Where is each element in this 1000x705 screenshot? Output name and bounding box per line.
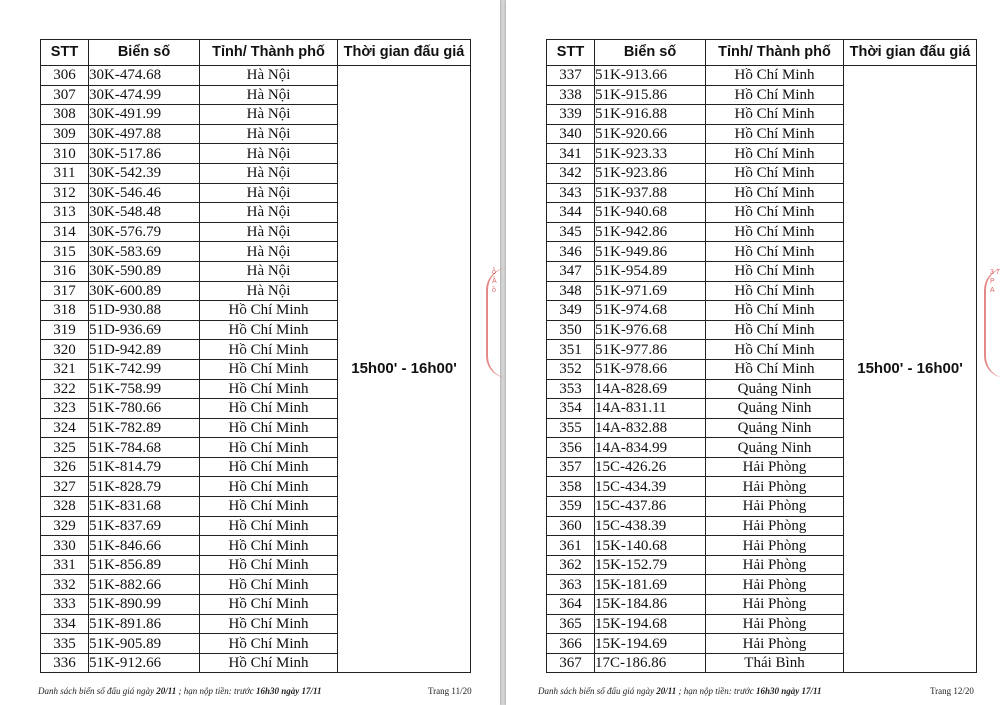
plate-table	[40, 39, 471, 673]
row-province: Hồ Chí Minh	[706, 144, 844, 164]
row-province: Quảng Ninh	[706, 438, 844, 458]
row-plate-number: 30K-583.69	[89, 242, 200, 262]
row-stt: 341	[547, 144, 595, 164]
row-province: Hồ Chí Minh	[200, 399, 338, 419]
row-stt: 357	[547, 457, 595, 477]
row-plate-number: 51K-782.89	[89, 418, 200, 438]
table-row	[41, 66, 471, 86]
row-plate-number: 51K-915.86	[595, 85, 706, 105]
row-plate-number: 51K-913.66	[595, 66, 706, 86]
row-plate-number: 15C-426.26	[595, 457, 706, 477]
row-province: Hồ Chí Minh	[200, 536, 338, 556]
row-province: Hồ Chí Minh	[706, 261, 844, 281]
row-plate-number: 51K-780.66	[89, 399, 200, 419]
row-plate-number: 51K-784.68	[89, 438, 200, 458]
table-header-row	[41, 40, 471, 66]
row-plate-number: 30K-600.89	[89, 281, 200, 301]
row-plate-number: 15K-181.69	[595, 575, 706, 595]
row-province: Hồ Chí Minh	[706, 281, 844, 301]
row-plate-number: 51K-949.86	[595, 242, 706, 262]
footer-prefix: Danh sách biển số đấu giá ngày	[38, 686, 157, 696]
row-province: Hồ Chí Minh	[706, 242, 844, 262]
row-stt: 344	[547, 203, 595, 223]
row-stt: 309	[41, 124, 89, 144]
row-stt: 314	[41, 222, 89, 242]
header-plate: Biển số	[89, 40, 200, 66]
row-stt: 308	[41, 105, 89, 125]
row-stt: 307	[41, 85, 89, 105]
row-province: Hồ Chí Minh	[200, 516, 338, 536]
footer-deadline: 16h30 ngày 17/11	[255, 686, 322, 696]
row-plate-number: 51K-974.68	[595, 301, 706, 321]
row-plate-number: 30K-576.79	[89, 222, 200, 242]
row-plate-number: 30K-546.46	[89, 183, 200, 203]
row-plate-number: 51K-758.99	[89, 379, 200, 399]
row-province: Hồ Chí Minh	[200, 477, 338, 497]
plate-table	[546, 39, 977, 673]
row-province: Hồ Chí Minh	[200, 653, 338, 673]
row-stt: 359	[547, 497, 595, 517]
row-stt: 325	[41, 438, 89, 458]
row-plate-number: 51K-905.89	[89, 634, 200, 654]
row-plate-number: 51K-828.79	[89, 477, 200, 497]
row-stt: 355	[547, 418, 595, 438]
row-province: Hải Phòng	[706, 457, 844, 477]
page-number: Trang 11/20	[428, 686, 472, 696]
row-plate-number: 51K-831.68	[89, 497, 200, 517]
row-province: Hải Phòng	[706, 575, 844, 595]
row-plate-number: 30K-497.88	[89, 124, 200, 144]
row-plate-number: 51K-940.68	[595, 203, 706, 223]
row-province: Hải Phòng	[706, 497, 844, 517]
row-stt: 342	[547, 163, 595, 183]
row-stt: 362	[547, 555, 595, 575]
row-plate-number: 30K-474.68	[89, 66, 200, 86]
red-stamp-mark: 3 7 P A	[984, 268, 1000, 378]
row-province: Hồ Chí Minh	[706, 320, 844, 340]
row-plate-number: 51K-846.66	[89, 536, 200, 556]
row-stt: 340	[547, 124, 595, 144]
header-plate: Biển số	[595, 40, 706, 66]
row-plate-number: 51K-882.66	[89, 575, 200, 595]
row-plate-number: 51K-923.86	[595, 163, 706, 183]
header-auction-time: Thời gian đấu giá	[338, 40, 471, 66]
footer-auction-date: 20/11	[156, 686, 177, 696]
auction-time-slot: 15h00' - 16h00'	[338, 66, 471, 673]
row-province: Quảng Ninh	[706, 379, 844, 399]
table-header-row	[547, 40, 977, 66]
row-stt: 358	[547, 477, 595, 497]
row-province: Hải Phòng	[706, 477, 844, 497]
auction-time-slot: 15h00' - 16h00'	[844, 66, 977, 673]
row-province: Hà Nội	[200, 261, 338, 281]
row-stt: 346	[547, 242, 595, 262]
footer-auction-date: 20/11	[656, 686, 677, 696]
row-stt: 317	[41, 281, 89, 301]
row-province: Hải Phòng	[706, 516, 844, 536]
row-stt: 311	[41, 163, 89, 183]
row-stt: 319	[41, 320, 89, 340]
table-body	[41, 66, 471, 673]
row-province: Hà Nội	[200, 85, 338, 105]
row-plate-number: 51K-890.99	[89, 595, 200, 615]
row-province: Hà Nội	[200, 124, 338, 144]
row-stt: 360	[547, 516, 595, 536]
page-footer-note	[38, 686, 321, 696]
row-plate-number: 51D-942.89	[89, 340, 200, 360]
row-plate-number: 51D-936.69	[89, 320, 200, 340]
footer-middle: ; hạn nộp tiền: trước	[176, 686, 256, 696]
page-number: Trang 12/20	[930, 686, 974, 696]
row-stt: 333	[41, 595, 89, 615]
row-plate-number: 15C-438.39	[595, 516, 706, 536]
row-plate-number: 14A-831.11	[595, 399, 706, 419]
header-stt: STT	[547, 40, 595, 66]
row-province: Hà Nội	[200, 144, 338, 164]
row-stt: 349	[547, 301, 595, 321]
row-stt: 351	[547, 340, 595, 360]
header-auction-time: Thời gian đấu giá	[844, 40, 977, 66]
row-plate-number: 17C-186.86	[595, 653, 706, 673]
row-province: Hà Nội	[200, 242, 338, 262]
row-stt: 329	[41, 516, 89, 536]
row-stt: 323	[41, 399, 89, 419]
row-plate-number: 15C-434.39	[595, 477, 706, 497]
row-stt: 331	[41, 555, 89, 575]
row-province: Quảng Ninh	[706, 418, 844, 438]
row-province: Hồ Chí Minh	[200, 595, 338, 615]
row-province: Hà Nội	[200, 163, 338, 183]
row-province: Hà Nội	[200, 203, 338, 223]
row-province: Hồ Chí Minh	[200, 438, 338, 458]
row-province: Hải Phòng	[706, 536, 844, 556]
row-province: Hồ Chí Minh	[706, 340, 844, 360]
row-plate-number: 15K-140.68	[595, 536, 706, 556]
row-stt: 310	[41, 144, 89, 164]
row-plate-number: 15K-194.69	[595, 634, 706, 654]
row-stt: 361	[547, 536, 595, 556]
row-plate-number: 15K-194.68	[595, 614, 706, 634]
row-stt: 364	[547, 595, 595, 615]
row-stt: 350	[547, 320, 595, 340]
row-stt: 316	[41, 261, 89, 281]
row-stt: 339	[547, 105, 595, 125]
row-province: Hồ Chí Minh	[706, 183, 844, 203]
row-stt: 330	[41, 536, 89, 556]
row-stt: 353	[547, 379, 595, 399]
row-province: Hải Phòng	[706, 614, 844, 634]
row-plate-number: 30K-491.99	[89, 105, 200, 125]
row-province: Hồ Chí Minh	[200, 320, 338, 340]
row-plate-number: 51K-856.89	[89, 555, 200, 575]
row-province: Hồ Chí Minh	[706, 124, 844, 144]
row-province: Hà Nội	[200, 105, 338, 125]
row-province: Hồ Chí Minh	[706, 105, 844, 125]
row-province: Hồ Chí Minh	[200, 359, 338, 379]
row-province: Hồ Chí Minh	[706, 203, 844, 223]
page-footer-note	[538, 686, 821, 696]
row-province: Hải Phòng	[706, 555, 844, 575]
row-stt: 335	[41, 634, 89, 654]
row-plate-number: 51K-978.66	[595, 359, 706, 379]
row-stt: 366	[547, 634, 595, 654]
row-plate-number: 15K-152.79	[595, 555, 706, 575]
row-province: Hồ Chí Minh	[706, 66, 844, 86]
row-plate-number: 15C-437.86	[595, 497, 706, 517]
row-province: Hồ Chí Minh	[706, 359, 844, 379]
row-province: Quảng Ninh	[706, 399, 844, 419]
table-row	[547, 66, 977, 86]
row-plate-number: 51D-930.88	[89, 301, 200, 321]
row-stt: 352	[547, 359, 595, 379]
row-province: Hồ Chí Minh	[200, 497, 338, 517]
table-body	[547, 66, 977, 673]
row-stt: 365	[547, 614, 595, 634]
row-province: Hồ Chí Minh	[200, 555, 338, 575]
row-province: Thái Bình	[706, 653, 844, 673]
row-stt: 336	[41, 653, 89, 673]
row-plate-number: 30K-474.99	[89, 85, 200, 105]
row-stt: 318	[41, 301, 89, 321]
row-stt: 338	[547, 85, 595, 105]
row-plate-number: 30K-517.86	[89, 144, 200, 164]
red-stamp-mark: ỗ Â ồ	[486, 268, 508, 378]
row-plate-number: 51K-814.79	[89, 457, 200, 477]
row-stt: 356	[547, 438, 595, 458]
row-province: Hồ Chí Minh	[706, 163, 844, 183]
row-plate-number: 51K-923.33	[595, 144, 706, 164]
row-province: Hồ Chí Minh	[200, 634, 338, 654]
row-stt: 321	[41, 359, 89, 379]
row-plate-number: 14A-828.69	[595, 379, 706, 399]
row-province: Hồ Chí Minh	[200, 379, 338, 399]
row-province: Hải Phòng	[706, 634, 844, 654]
row-stt: 306	[41, 66, 89, 86]
row-plate-number: 51K-942.86	[595, 222, 706, 242]
row-stt: 367	[547, 653, 595, 673]
row-plate-number: 51K-971.69	[595, 281, 706, 301]
row-plate-number: 51K-837.69	[89, 516, 200, 536]
row-plate-number: 51K-920.66	[595, 124, 706, 144]
row-province: Hồ Chí Minh	[200, 418, 338, 438]
row-stt: 328	[41, 497, 89, 517]
row-province: Hồ Chí Minh	[200, 301, 338, 321]
row-province: Hải Phòng	[706, 595, 844, 615]
footer-prefix: Danh sách biển số đấu giá ngày	[538, 686, 657, 696]
row-stt: 312	[41, 183, 89, 203]
row-province: Hồ Chí Minh	[706, 85, 844, 105]
row-province: Hà Nội	[200, 222, 338, 242]
document-page-12	[506, 0, 1000, 705]
row-province: Hồ Chí Minh	[200, 575, 338, 595]
row-plate-number: 51K-954.89	[595, 261, 706, 281]
row-stt: 348	[547, 281, 595, 301]
header-province: Tỉnh/ Thành phố	[706, 40, 844, 66]
row-province: Hồ Chí Minh	[706, 301, 844, 321]
row-stt: 326	[41, 457, 89, 477]
row-plate-number: 51K-916.88	[595, 105, 706, 125]
row-plate-number: 51K-912.66	[89, 653, 200, 673]
row-plate-number: 30K-542.39	[89, 163, 200, 183]
row-plate-number: 30K-590.89	[89, 261, 200, 281]
footer-deadline: 16h30 ngày 17/11	[755, 686, 822, 696]
header-province: Tỉnh/ Thành phố	[200, 40, 338, 66]
row-stt: 334	[41, 614, 89, 634]
row-plate-number: 51K-937.88	[595, 183, 706, 203]
row-stt: 324	[41, 418, 89, 438]
row-stt: 332	[41, 575, 89, 595]
footer-middle: ; hạn nộp tiền: trước	[676, 686, 756, 696]
row-plate-number: 14A-832.88	[595, 418, 706, 438]
row-plate-number: 51K-891.86	[89, 614, 200, 634]
row-stt: 354	[547, 399, 595, 419]
row-plate-number: 15K-184.86	[595, 595, 706, 615]
row-stt: 343	[547, 183, 595, 203]
row-province: Hà Nội	[200, 281, 338, 301]
row-province: Hà Nội	[200, 183, 338, 203]
row-province: Hồ Chí Minh	[200, 340, 338, 360]
row-plate-number: 51K-742.99	[89, 359, 200, 379]
row-stt: 347	[547, 261, 595, 281]
row-stt: 327	[41, 477, 89, 497]
row-stt: 313	[41, 203, 89, 223]
row-stt: 322	[41, 379, 89, 399]
row-plate-number: 30K-548.48	[89, 203, 200, 223]
row-province: Hồ Chí Minh	[200, 614, 338, 634]
row-stt: 363	[547, 575, 595, 595]
row-province: Hồ Chí Minh	[706, 222, 844, 242]
row-province: Hà Nội	[200, 66, 338, 86]
row-stt: 345	[547, 222, 595, 242]
row-plate-number: 51K-977.86	[595, 340, 706, 360]
row-stt: 320	[41, 340, 89, 360]
row-stt: 337	[547, 66, 595, 86]
header-stt: STT	[41, 40, 89, 66]
row-plate-number: 51K-976.68	[595, 320, 706, 340]
row-stt: 315	[41, 242, 89, 262]
row-province: Hồ Chí Minh	[200, 457, 338, 477]
row-plate-number: 14A-834.99	[595, 438, 706, 458]
